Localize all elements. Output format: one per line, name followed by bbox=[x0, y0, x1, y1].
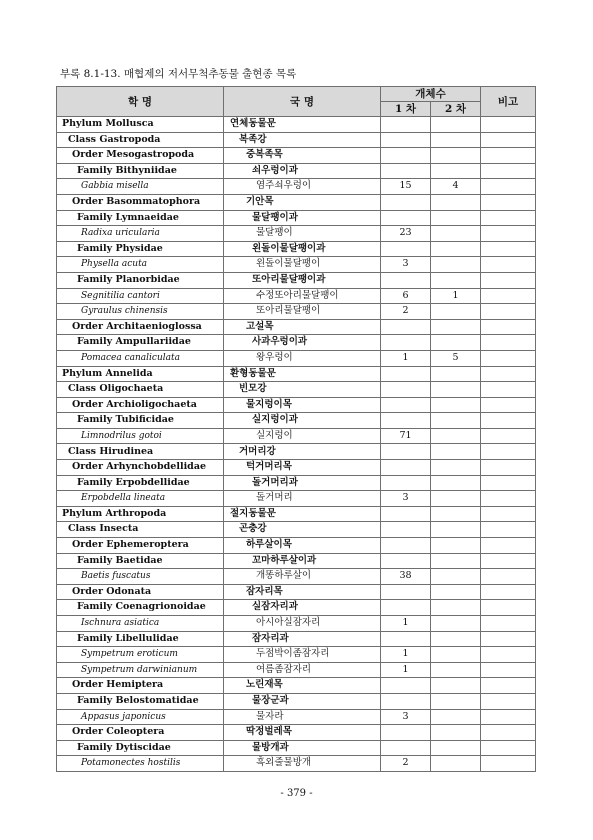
round-1-count-cell bbox=[381, 460, 431, 476]
round-1-count-cell: 15 bbox=[381, 179, 431, 195]
scientific-name-cell: Physella acuta bbox=[57, 257, 224, 273]
remarks-cell bbox=[481, 319, 536, 335]
remarks-cell bbox=[481, 288, 536, 304]
table-row bbox=[57, 428, 536, 444]
table-row bbox=[57, 319, 536, 335]
scientific-name-cell: Order Architaenioglossa bbox=[57, 319, 224, 335]
round-1-count-cell bbox=[381, 522, 431, 538]
round-2-count-cell bbox=[431, 163, 481, 179]
table-caption: 부록 8.1-13. 매협제의 저서무척추동물 출현종 목록 bbox=[60, 68, 297, 80]
round-1-count-cell: 3 bbox=[381, 491, 431, 507]
korean-name-cell: 복족강 bbox=[224, 132, 381, 148]
scientific-name-cell: Family Erpobdellidae bbox=[57, 475, 224, 491]
korean-name-cell: 노린재목 bbox=[224, 678, 381, 694]
remarks-cell bbox=[481, 413, 536, 429]
table-row bbox=[57, 693, 536, 709]
round-2-count-cell bbox=[431, 647, 481, 663]
remarks-cell bbox=[481, 600, 536, 616]
round-2-count-cell bbox=[431, 569, 481, 585]
round-1-count-cell bbox=[381, 553, 431, 569]
round-2-count-cell bbox=[431, 616, 481, 632]
remarks-cell bbox=[481, 117, 536, 133]
korean-name-cell: 또아리물달팽이 bbox=[224, 304, 381, 320]
round-2-count-cell bbox=[431, 210, 481, 226]
scientific-name-cell: Appasus japonicus bbox=[57, 709, 224, 725]
korean-name-cell: 딱정벌레목 bbox=[224, 725, 381, 741]
round-1-count-cell: 71 bbox=[381, 428, 431, 444]
table-row bbox=[57, 740, 536, 756]
scientific-name-cell: Baetis fuscatus bbox=[57, 569, 224, 585]
table-row bbox=[57, 335, 536, 351]
round-1-count-cell bbox=[381, 163, 431, 179]
korean-name-cell: 빈모강 bbox=[224, 382, 381, 398]
round-1-count-cell bbox=[381, 631, 431, 647]
korean-name-cell: 기안목 bbox=[224, 194, 381, 210]
table-row bbox=[57, 553, 536, 569]
header-individuals: 개체수 bbox=[381, 87, 481, 102]
round-2-count-cell bbox=[431, 304, 481, 320]
round-2-count-cell bbox=[431, 600, 481, 616]
remarks-cell bbox=[481, 428, 536, 444]
scientific-name-cell: Potamonectes hostilis bbox=[57, 756, 224, 772]
korean-name-cell: 연체동물문 bbox=[224, 117, 381, 133]
table-row bbox=[57, 304, 536, 320]
round-1-count-cell: 38 bbox=[381, 569, 431, 585]
round-2-count-cell bbox=[431, 460, 481, 476]
round-1-count-cell bbox=[381, 678, 431, 694]
table-row bbox=[57, 538, 536, 554]
round-1-count-cell: 2 bbox=[381, 756, 431, 772]
scientific-name-cell: Family Physidae bbox=[57, 241, 224, 257]
round-2-count-cell: 4 bbox=[431, 179, 481, 195]
korean-name-cell: 꼬마하루살이과 bbox=[224, 553, 381, 569]
remarks-cell bbox=[481, 397, 536, 413]
round-2-count-cell bbox=[431, 413, 481, 429]
round-2-count-cell bbox=[431, 241, 481, 257]
scientific-name-cell: Gyraulus chinensis bbox=[57, 304, 224, 320]
remarks-cell bbox=[481, 756, 536, 772]
korean-name-cell: 실지렁이과 bbox=[224, 413, 381, 429]
scientific-name-cell: Pomacea canaliculata bbox=[57, 350, 224, 366]
table-row bbox=[57, 631, 536, 647]
scientific-name-cell: Family Libellulidae bbox=[57, 631, 224, 647]
table-row bbox=[57, 647, 536, 663]
remarks-cell bbox=[481, 241, 536, 257]
korean-name-cell: 돌거머리과 bbox=[224, 475, 381, 491]
remarks-cell bbox=[481, 678, 536, 694]
round-2-count-cell bbox=[431, 725, 481, 741]
korean-name-cell: 수정또아리물달팽이 bbox=[224, 288, 381, 304]
round-1-count-cell: 1 bbox=[381, 350, 431, 366]
scientific-name-cell: Order Hemiptera bbox=[57, 678, 224, 694]
korean-name-cell: 실잠자리과 bbox=[224, 600, 381, 616]
round-1-count-cell bbox=[381, 272, 431, 288]
korean-name-cell: 왼돌이물달팽이과 bbox=[224, 241, 381, 257]
round-1-count-cell: 3 bbox=[381, 709, 431, 725]
remarks-cell bbox=[481, 584, 536, 600]
scientific-name-cell: Family Dytiscidae bbox=[57, 740, 224, 756]
round-1-count-cell bbox=[381, 194, 431, 210]
korean-name-cell: 환형동물문 bbox=[224, 366, 381, 382]
korean-name-cell: 쇠우렁이과 bbox=[224, 163, 381, 179]
remarks-cell bbox=[481, 460, 536, 476]
round-1-count-cell bbox=[381, 132, 431, 148]
round-2-count-cell: 5 bbox=[431, 350, 481, 366]
scientific-name-cell: Family Belostomatidae bbox=[57, 693, 224, 709]
round-1-count-cell bbox=[381, 397, 431, 413]
remarks-cell bbox=[481, 444, 536, 460]
remarks-cell bbox=[481, 257, 536, 273]
round-1-count-cell: 1 bbox=[381, 662, 431, 678]
table-row bbox=[57, 241, 536, 257]
round-2-count-cell bbox=[431, 662, 481, 678]
korean-name-cell: 물장군과 bbox=[224, 693, 381, 709]
table-row bbox=[57, 491, 536, 507]
scientific-name-cell: Family Planorbidae bbox=[57, 272, 224, 288]
round-1-count-cell bbox=[381, 148, 431, 164]
round-2-count-cell bbox=[431, 335, 481, 351]
table-row bbox=[57, 397, 536, 413]
round-1-count-cell bbox=[381, 693, 431, 709]
round-1-count-cell: 23 bbox=[381, 226, 431, 242]
round-2-count-cell bbox=[431, 475, 481, 491]
remarks-cell bbox=[481, 163, 536, 179]
remarks-cell bbox=[481, 693, 536, 709]
korean-name-cell: 물지렁이목 bbox=[224, 397, 381, 413]
page-number: - 379 - bbox=[280, 788, 313, 799]
header-scientific-name: 학 명 bbox=[57, 87, 224, 117]
scientific-name-cell: Phylum Annelida bbox=[57, 366, 224, 382]
remarks-cell bbox=[481, 506, 536, 522]
round-2-count-cell: 1 bbox=[431, 288, 481, 304]
scientific-name-cell: Family Lymnaeidae bbox=[57, 210, 224, 226]
round-2-count-cell bbox=[431, 397, 481, 413]
remarks-cell bbox=[481, 740, 536, 756]
scientific-name-cell: Class Hirudinea bbox=[57, 444, 224, 460]
remarks-cell bbox=[481, 272, 536, 288]
table-row bbox=[57, 662, 536, 678]
header-round-1: 1 차 bbox=[381, 102, 431, 117]
scientific-name-cell: Sympetrum darwinianum bbox=[57, 662, 224, 678]
table-row bbox=[57, 444, 536, 460]
round-1-count-cell bbox=[381, 725, 431, 741]
remarks-cell bbox=[481, 538, 536, 554]
table-row bbox=[57, 117, 536, 133]
scientific-name-cell: Class Insecta bbox=[57, 522, 224, 538]
scientific-name-cell: Order Arhynchobdellidae bbox=[57, 460, 224, 476]
korean-name-cell: 물자라 bbox=[224, 709, 381, 725]
round-2-count-cell bbox=[431, 148, 481, 164]
korean-name-cell: 염주쇠우렁이 bbox=[224, 179, 381, 195]
table-row bbox=[57, 163, 536, 179]
table-row bbox=[57, 179, 536, 195]
remarks-cell bbox=[481, 148, 536, 164]
korean-name-cell: 하루살이목 bbox=[224, 538, 381, 554]
round-2-count-cell bbox=[431, 366, 481, 382]
scientific-name-cell: Class Gastropoda bbox=[57, 132, 224, 148]
remarks-cell bbox=[481, 304, 536, 320]
round-2-count-cell bbox=[431, 756, 481, 772]
remarks-cell bbox=[481, 475, 536, 491]
scientific-name-cell: Segnitilia cantori bbox=[57, 288, 224, 304]
table-row bbox=[57, 366, 536, 382]
remarks-cell bbox=[481, 725, 536, 741]
scientific-name-cell: Order Archioligochaeta bbox=[57, 397, 224, 413]
header-remarks: 비고 bbox=[481, 87, 536, 117]
round-2-count-cell bbox=[431, 693, 481, 709]
round-2-count-cell bbox=[431, 709, 481, 725]
scientific-name-cell: Order Mesogastropoda bbox=[57, 148, 224, 164]
table-row bbox=[57, 506, 536, 522]
table-row bbox=[57, 194, 536, 210]
round-1-count-cell bbox=[381, 584, 431, 600]
table-row bbox=[57, 709, 536, 725]
remarks-cell bbox=[481, 491, 536, 507]
round-2-count-cell bbox=[431, 538, 481, 554]
round-2-count-cell bbox=[431, 491, 481, 507]
remarks-cell bbox=[481, 350, 536, 366]
round-1-count-cell bbox=[381, 366, 431, 382]
round-1-count-cell bbox=[381, 210, 431, 226]
korean-name-cell: 턱거머리목 bbox=[224, 460, 381, 476]
round-1-count-cell: 1 bbox=[381, 616, 431, 632]
korean-name-cell: 아시아실잠자리 bbox=[224, 616, 381, 632]
scientific-name-cell: Phylum Mollusca bbox=[57, 117, 224, 133]
table-row bbox=[57, 756, 536, 772]
round-1-count-cell bbox=[381, 444, 431, 460]
table-row bbox=[57, 257, 536, 273]
round-1-count-cell: 3 bbox=[381, 257, 431, 273]
scientific-name-cell: Erpobdella lineata bbox=[57, 491, 224, 507]
round-2-count-cell bbox=[431, 194, 481, 210]
round-1-count-cell bbox=[381, 413, 431, 429]
round-2-count-cell bbox=[431, 382, 481, 398]
table-row bbox=[57, 475, 536, 491]
round-1-count-cell bbox=[381, 600, 431, 616]
round-2-count-cell bbox=[431, 257, 481, 273]
korean-name-cell: 여름좀잠자리 bbox=[224, 662, 381, 678]
scientific-name-cell: Gabbia misella bbox=[57, 179, 224, 195]
korean-name-cell: 거머리강 bbox=[224, 444, 381, 460]
remarks-cell bbox=[481, 553, 536, 569]
korean-name-cell: 두점박이좀잠자리 bbox=[224, 647, 381, 663]
table-row bbox=[57, 460, 536, 476]
table-row bbox=[57, 584, 536, 600]
table-row bbox=[57, 616, 536, 632]
round-2-count-cell bbox=[431, 740, 481, 756]
table-row bbox=[57, 226, 536, 242]
remarks-cell bbox=[481, 335, 536, 351]
remarks-cell bbox=[481, 647, 536, 663]
remarks-cell bbox=[481, 382, 536, 398]
remarks-cell bbox=[481, 132, 536, 148]
round-1-count-cell bbox=[381, 506, 431, 522]
scientific-name-cell: Order Odonata bbox=[57, 584, 224, 600]
round-2-count-cell bbox=[431, 428, 481, 444]
remarks-cell bbox=[481, 210, 536, 226]
round-2-count-cell bbox=[431, 678, 481, 694]
remarks-cell bbox=[481, 226, 536, 242]
korean-name-cell: 왼돌이물달팽이 bbox=[224, 257, 381, 273]
korean-name-cell: 개똥하루살이 bbox=[224, 569, 381, 585]
scientific-name-cell: Family Ampullariidae bbox=[57, 335, 224, 351]
table-row bbox=[57, 382, 536, 398]
round-1-count-cell bbox=[381, 538, 431, 554]
table-row bbox=[57, 132, 536, 148]
scientific-name-cell: Family Coenagrionoidae bbox=[57, 600, 224, 616]
scientific-name-cell: Family Bithyniidae bbox=[57, 163, 224, 179]
table-row bbox=[57, 210, 536, 226]
remarks-cell bbox=[481, 366, 536, 382]
round-2-count-cell bbox=[431, 226, 481, 242]
round-2-count-cell bbox=[431, 506, 481, 522]
table-row bbox=[57, 288, 536, 304]
remarks-cell bbox=[481, 662, 536, 678]
round-2-count-cell bbox=[431, 584, 481, 600]
round-2-count-cell bbox=[431, 631, 481, 647]
scientific-name-cell: Sympetrum eroticum bbox=[57, 647, 224, 663]
table-row bbox=[57, 725, 536, 741]
table-row bbox=[57, 350, 536, 366]
table-row bbox=[57, 569, 536, 585]
scientific-name-cell: Order Basommatophora bbox=[57, 194, 224, 210]
round-1-count-cell bbox=[381, 335, 431, 351]
round-1-count-cell bbox=[381, 382, 431, 398]
korean-name-cell: 잠자리과 bbox=[224, 631, 381, 647]
korean-name-cell: 절지동물문 bbox=[224, 506, 381, 522]
korean-name-cell: 왕우렁이 bbox=[224, 350, 381, 366]
korean-name-cell: 물달팽이과 bbox=[224, 210, 381, 226]
scientific-name-cell: Family Tubificidae bbox=[57, 413, 224, 429]
remarks-cell bbox=[481, 194, 536, 210]
round-1-count-cell bbox=[381, 475, 431, 491]
korean-name-cell: 실지렁이 bbox=[224, 428, 381, 444]
table-row bbox=[57, 413, 536, 429]
round-1-count-cell bbox=[381, 740, 431, 756]
remarks-cell bbox=[481, 616, 536, 632]
scientific-name-cell: Ischnura asiatica bbox=[57, 616, 224, 632]
table-body bbox=[57, 117, 536, 772]
table-row bbox=[57, 148, 536, 164]
header-round-2: 2 차 bbox=[431, 102, 481, 117]
korean-name-cell: 잠자리목 bbox=[224, 584, 381, 600]
korean-name-cell: 사과우렁이과 bbox=[224, 335, 381, 351]
korean-name-cell: 물방개과 bbox=[224, 740, 381, 756]
scientific-name-cell: Phylum Arthropoda bbox=[57, 506, 224, 522]
scientific-name-cell: Family Baetidae bbox=[57, 553, 224, 569]
round-1-count-cell bbox=[381, 117, 431, 133]
scientific-name-cell: Class Oligochaeta bbox=[57, 382, 224, 398]
korean-name-cell: 흑외줄물방개 bbox=[224, 756, 381, 772]
korean-name-cell: 중복족목 bbox=[224, 148, 381, 164]
round-2-count-cell bbox=[431, 117, 481, 133]
round-1-count-cell bbox=[381, 319, 431, 335]
korean-name-cell: 곤충강 bbox=[224, 522, 381, 538]
remarks-cell bbox=[481, 522, 536, 538]
remarks-cell bbox=[481, 709, 536, 725]
header-korean-name: 국 명 bbox=[224, 87, 381, 117]
round-1-count-cell: 6 bbox=[381, 288, 431, 304]
scientific-name-cell: Limnodrilus gotoi bbox=[57, 428, 224, 444]
round-2-count-cell bbox=[431, 444, 481, 460]
table-row bbox=[57, 678, 536, 694]
table-row bbox=[57, 522, 536, 538]
korean-name-cell: 또아리물달팽이과 bbox=[224, 272, 381, 288]
round-1-count-cell: 2 bbox=[381, 304, 431, 320]
round-2-count-cell bbox=[431, 132, 481, 148]
remarks-cell bbox=[481, 569, 536, 585]
scientific-name-cell: Order Coleoptera bbox=[57, 725, 224, 741]
round-2-count-cell bbox=[431, 553, 481, 569]
scientific-name-cell: Order Ephemeroptera bbox=[57, 538, 224, 554]
round-2-count-cell bbox=[431, 319, 481, 335]
remarks-cell bbox=[481, 179, 536, 195]
remarks-cell bbox=[481, 631, 536, 647]
round-1-count-cell bbox=[381, 241, 431, 257]
korean-name-cell: 고설목 bbox=[224, 319, 381, 335]
species-table bbox=[56, 86, 536, 772]
round-2-count-cell bbox=[431, 272, 481, 288]
korean-name-cell: 돌거머리 bbox=[224, 491, 381, 507]
round-2-count-cell bbox=[431, 522, 481, 538]
scientific-name-cell: Radixa uricularia bbox=[57, 226, 224, 242]
table-row bbox=[57, 600, 536, 616]
round-1-count-cell: 1 bbox=[381, 647, 431, 663]
table-row bbox=[57, 272, 536, 288]
korean-name-cell: 물달팽이 bbox=[224, 226, 381, 242]
